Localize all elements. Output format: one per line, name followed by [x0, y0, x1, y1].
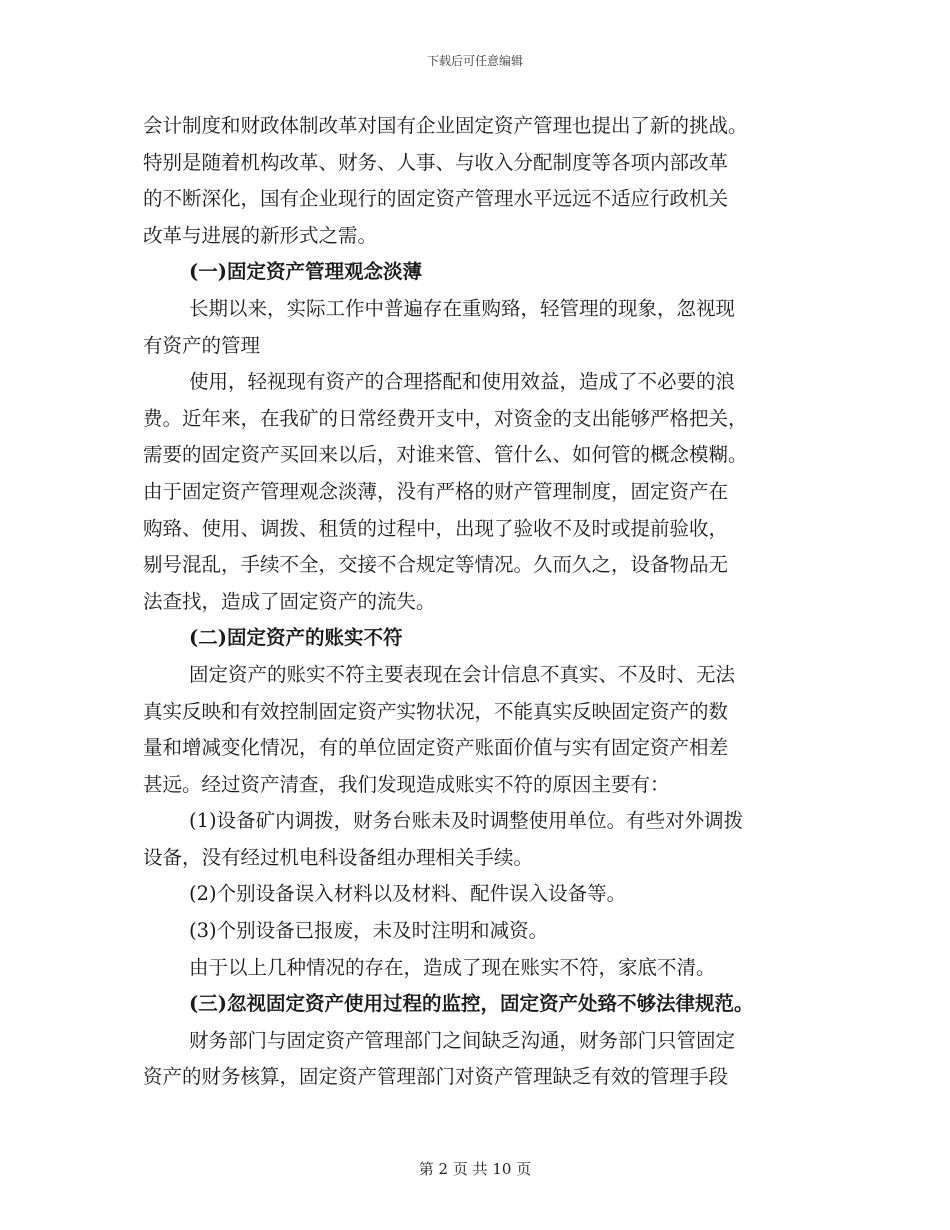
body-line: 法查找，造成了固定资产的流失。 [143, 589, 436, 613]
body-line: 使用，轻视现有资产的合理搭配和使用效益，造成了不必要的浪 [189, 370, 736, 394]
body-line: 会计制度和财政体制改革对国有企业固定资产管理也提出了新的挑战。 [143, 114, 748, 137]
body-line: 改革与进展的新形式之需。 [143, 223, 378, 247]
list-item: (1)设备矿内调拨，财务台账未及时调整使用单位。有些对外调拨 [189, 809, 744, 833]
page-footer: 第 2 页 共 10 页 [418, 1160, 532, 1178]
body-line: 长期以来，实际工作中普遍存在重购臵，轻管理的现象，忽视现 [189, 296, 736, 320]
body-line: 费。近年来，在我矿的日常经费开支中，对资金的支出能够严格把关， [143, 406, 748, 430]
body-line: 特别是随着机构改革、财务、人事、与收入分配制度等各项内部改革 [143, 150, 729, 174]
body-line: 剔号混乱，手续不全，交接不合规定等情况。久而久之，设备物品无 [143, 553, 729, 577]
document-body [143, 108, 811, 1096]
body-line: 真实反映和有效控制固定资产实物状况，不能真实反映固定资产的数 [143, 699, 729, 723]
body-line: 财务部门与固定资产管理部门之间缺乏沟通，财务部门只管固定 [189, 1028, 736, 1052]
list-item: (2)个别设备误入材料以及材料、配件误入设备等。 [189, 882, 627, 906]
body-line: 甚远。经过资产清查，我们发现造成账实不符的原因主要有： [143, 772, 670, 796]
body-line: 购臵、使用、调拨、租赁的过程中，出现了验收不及时或提前验收， [143, 516, 729, 540]
section-heading-3: (三)忽视固定资产使用过程的监控，固定资产处臵不够法律规范。 [189, 992, 754, 1016]
body-line: 由于固定资产管理观念淡薄，没有严格的财产管理制度，固定资产在 [143, 479, 729, 503]
body-line: 固定资产的账实不符主要表现在会计信息不真实、不及时、无法 [189, 662, 736, 686]
body-line: 资产的财务核算，固定资产管理部门对资产管理缺乏有效的管理手段 [143, 1065, 729, 1089]
body-line: 由于以上几种情况的存在，造成了现在账实不符，家底不清。 [189, 955, 716, 979]
body-line: 量和增减变化情况，有的单位固定资产账面价值与实有固定资产相差 [143, 736, 729, 760]
body-line: 需要的固定资产买回来以后，对谁来管、管什么、如何管的概念模糊。 [143, 443, 748, 467]
body-line: 设备，没有经过机电科设备组办理相关手续。 [143, 845, 534, 869]
list-item: (3)个别设备已报废，未及时注明和减资。 [189, 919, 549, 943]
body-line: 的不断深化，国有企业现行的固定资产管理水平远远不适应行政机关 [143, 187, 729, 211]
body-line: 有资产的管理 [143, 333, 261, 357]
section-heading-1: (一)固定资产管理观念淡薄 [189, 260, 422, 284]
section-heading-2: (二)固定资产的账实不符 [189, 626, 403, 650]
page-header: 下载后可任意编辑 [426, 54, 523, 68]
